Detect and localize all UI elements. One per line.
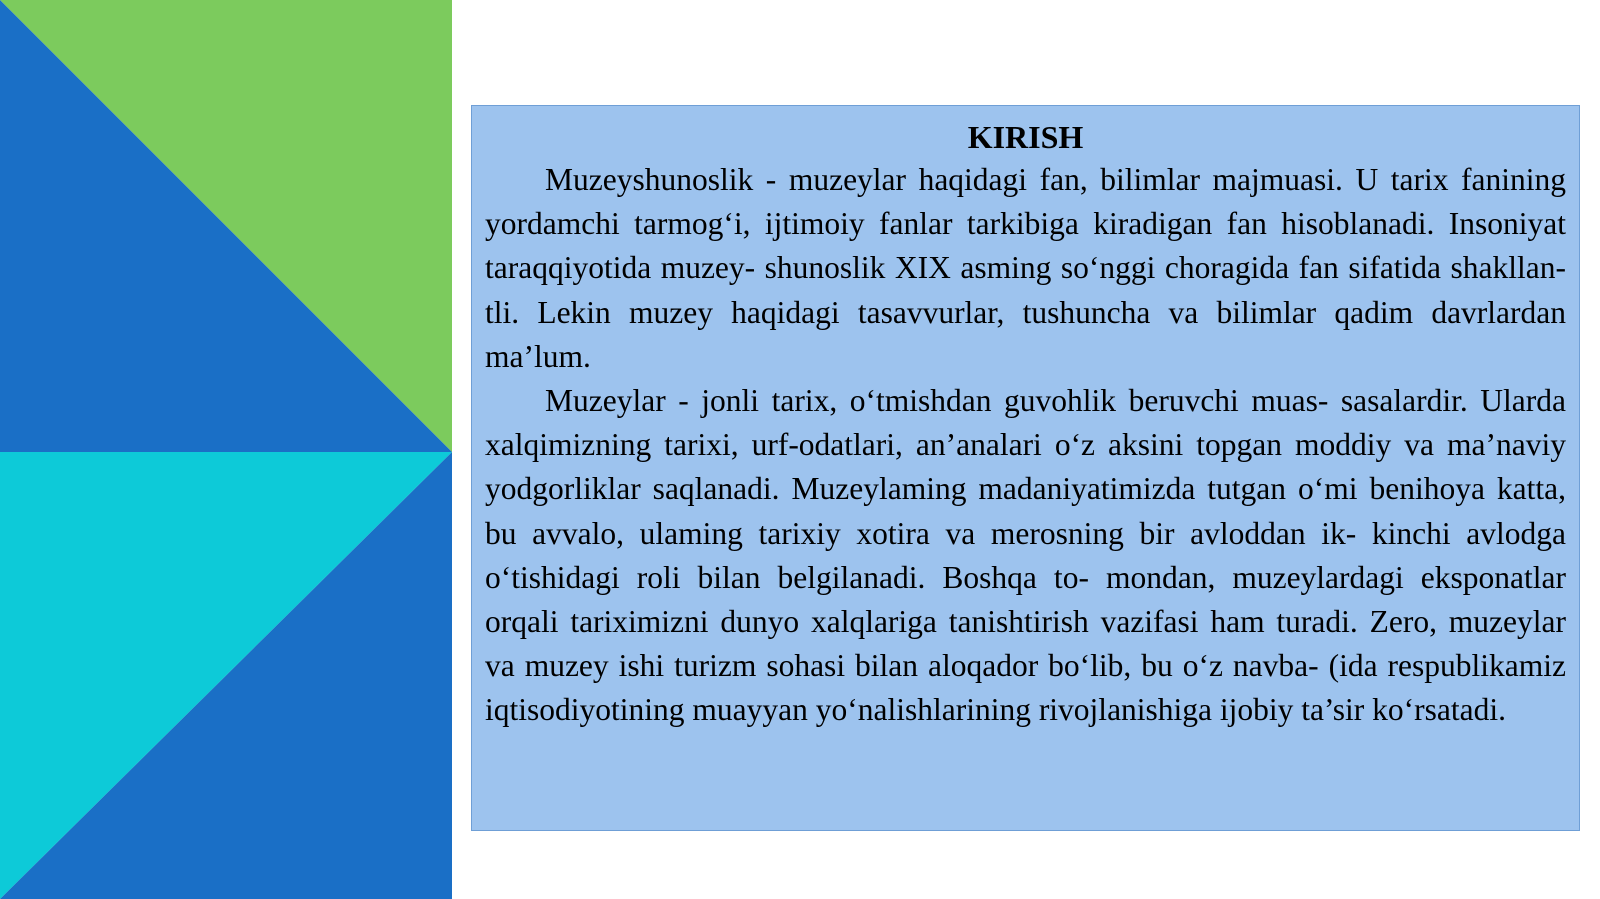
paragraph-2: Muzeylar - jonli tarix, o‘tmishdan guvohlik beruvchi muas- sasalardir. Ularda xalqimizning tarixi, urf-odatlari, an’analari o‘z aksini topgan moddiy va ma’naviy yodgorliklar saqlanadi. Muzeylaming madaniyatimizda tutgan o‘mi benihoya katta, bu avvalo, ulaming tarixiy xotira va merosning bir avloddan ik- kinchi avlodga o‘tishidagi roli bilan belgilanadi. Boshqa to- mondan, muzeylardagi eksponatlar orqali tariximizni dunyo xalqlariga tanishtirish vazifasi ham turadi. Zero, muzeylar va muzey ishi turizm sohasi bilan aloqador bo‘lib, bu o‘z navba- (ida respublikamiz iqtisodiyotining muayyan yo‘nalishlarining rivojlanishiga ijobiy ta’sir ko‘rsatadi. [485, 383, 1566, 728]
paragraph-1: Muzeyshunoslik - muzeylar haqidagi fan, bilimlar majmuasi. U tarix fanining yordamchi tarmog‘i, ijtimoiy fanlar tarkibiga kiradigan fan hisoblanadi. Insoniyat taraqqiyotida muzey- shunoslik XIX asming so‘nggi choragida fan sifatida shakllan- tli. Lekin muzey haqidagi tasavvurlar, tushuncha va bilimlar qadim davrlardan ma’lum. [485, 162, 1566, 374]
decorative-triangles [0, 0, 452, 899]
slide-title: KIRISH [967, 119, 1084, 155]
content-textbox [471, 105, 1580, 831]
